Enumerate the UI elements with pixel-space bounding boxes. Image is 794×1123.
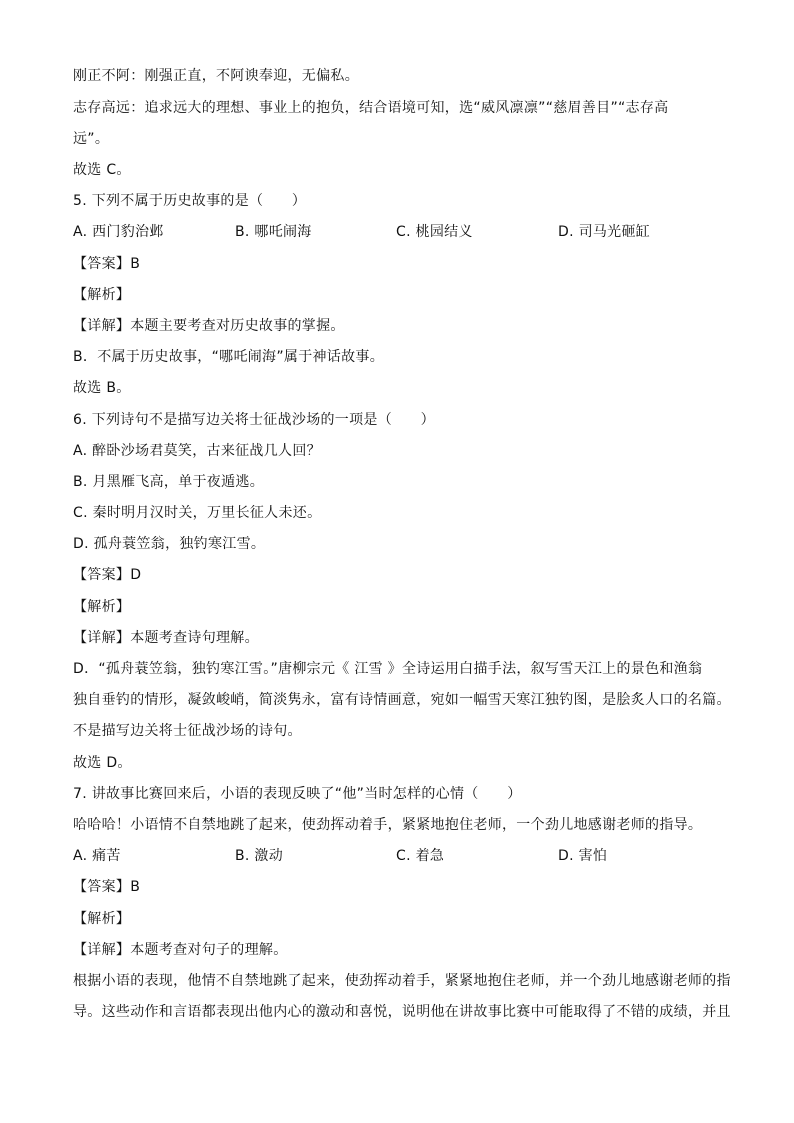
explanation-line: B．不属于历史故事，“哪吒闹海”属于神话故事。 <box>73 349 385 365</box>
explanation-line: 导。这些动作和言语都表现出他内心的激动和喜悦，说明他在讲故事比赛中可能取得了不错的成绩，并且 <box>73 1004 731 1020</box>
option-d: D. 害怕 <box>558 848 608 864</box>
option-b: B. 哪吒闹海 <box>235 224 312 240</box>
option-a: A. 痛苦 <box>73 848 121 864</box>
answer-label: 【答案】B <box>73 256 141 272</box>
text-line: 刚正不阿：刚强正直，不阿谀奉迎，无偏私。 <box>73 68 359 84</box>
analysis-label: 【解析】 <box>73 599 131 615</box>
choose-line: 故选 D。 <box>73 755 132 771</box>
text-line: 志存高远：追求远大的理想、事业上的抱负，结合语境可知，选“威风凛凛”“慈眉善目”“志存高 <box>73 100 669 116</box>
detail-line: 【详解】本题主要考查对历史故事的掌握。 <box>73 318 345 334</box>
explanation-line: 根据小语的表现，他情不自禁地跳了起来，使劲挥动着手，紧紧地抱住老师，并一个劲儿地感谢老师的指 <box>73 973 731 989</box>
explanation-line: 独自垂钓的情形，凝敛峻峭，简淡隽永，富有诗情画意，宛如一幅雪天寒江独钓图，是脍炙人口的名篇。 <box>73 692 731 708</box>
answer-label: 【答案】D <box>73 567 142 583</box>
option-d: D. 司马光砸缸 <box>558 224 651 240</box>
detail-line: 【详解】本题考查对句子的理解。 <box>73 942 288 958</box>
text-line: 远”。 <box>73 131 110 147</box>
explanation-line: D．“孤舟蓑笠翁，独钓寒江雪。”唐柳宗元《 江雪 》全诗运用白描手法，叙写雪天江上的景色和渔翁 <box>73 661 703 677</box>
explanation-line: 不是描写边关将士征战沙场的诗句。 <box>73 723 302 739</box>
option-b: B. 激动 <box>235 848 284 864</box>
detail-line: 【详解】本题考查诗句理解。 <box>73 630 259 646</box>
analysis-label: 【解析】 <box>73 911 131 927</box>
question-7: 7. 讲故事比赛回来后，小语的表现反映了“他”当时怎样的心情（ ） <box>73 786 522 802</box>
option-d: D. 孤舟蓑笠翁，独钓寒江雪。 <box>73 536 266 552</box>
option-a: A. 醉卧沙场君莫笑，古来征战几人回？ <box>73 443 321 459</box>
option-c: C. 桃园结义 <box>396 224 473 240</box>
option-c: C. 秦时明月汉时关，万里长征人未还。 <box>73 505 322 521</box>
question-6: 6. 下列诗句不是描写边关将士征战沙场的一项是（ ） <box>73 412 435 428</box>
question-7-text: 哈哈哈！小语情不自禁地跳了起来，使劲挥动着手，紧紧地抱住老师，一个劲儿地感谢老师的指导。 <box>73 817 703 833</box>
analysis-label: 【解析】 <box>73 287 131 303</box>
question-5: 5. 下列不属于历史故事的是（ ） <box>73 193 307 209</box>
choose-line: 故选 B。 <box>73 380 131 396</box>
answer-label: 【答案】B <box>73 879 141 895</box>
option-a: A. 西门豹治邺 <box>73 224 164 240</box>
option-c: C. 着急 <box>396 848 445 864</box>
option-b: B. 月黑雁飞高，单于夜遁逃。 <box>73 474 265 490</box>
text-line: 故选 C。 <box>73 162 131 178</box>
